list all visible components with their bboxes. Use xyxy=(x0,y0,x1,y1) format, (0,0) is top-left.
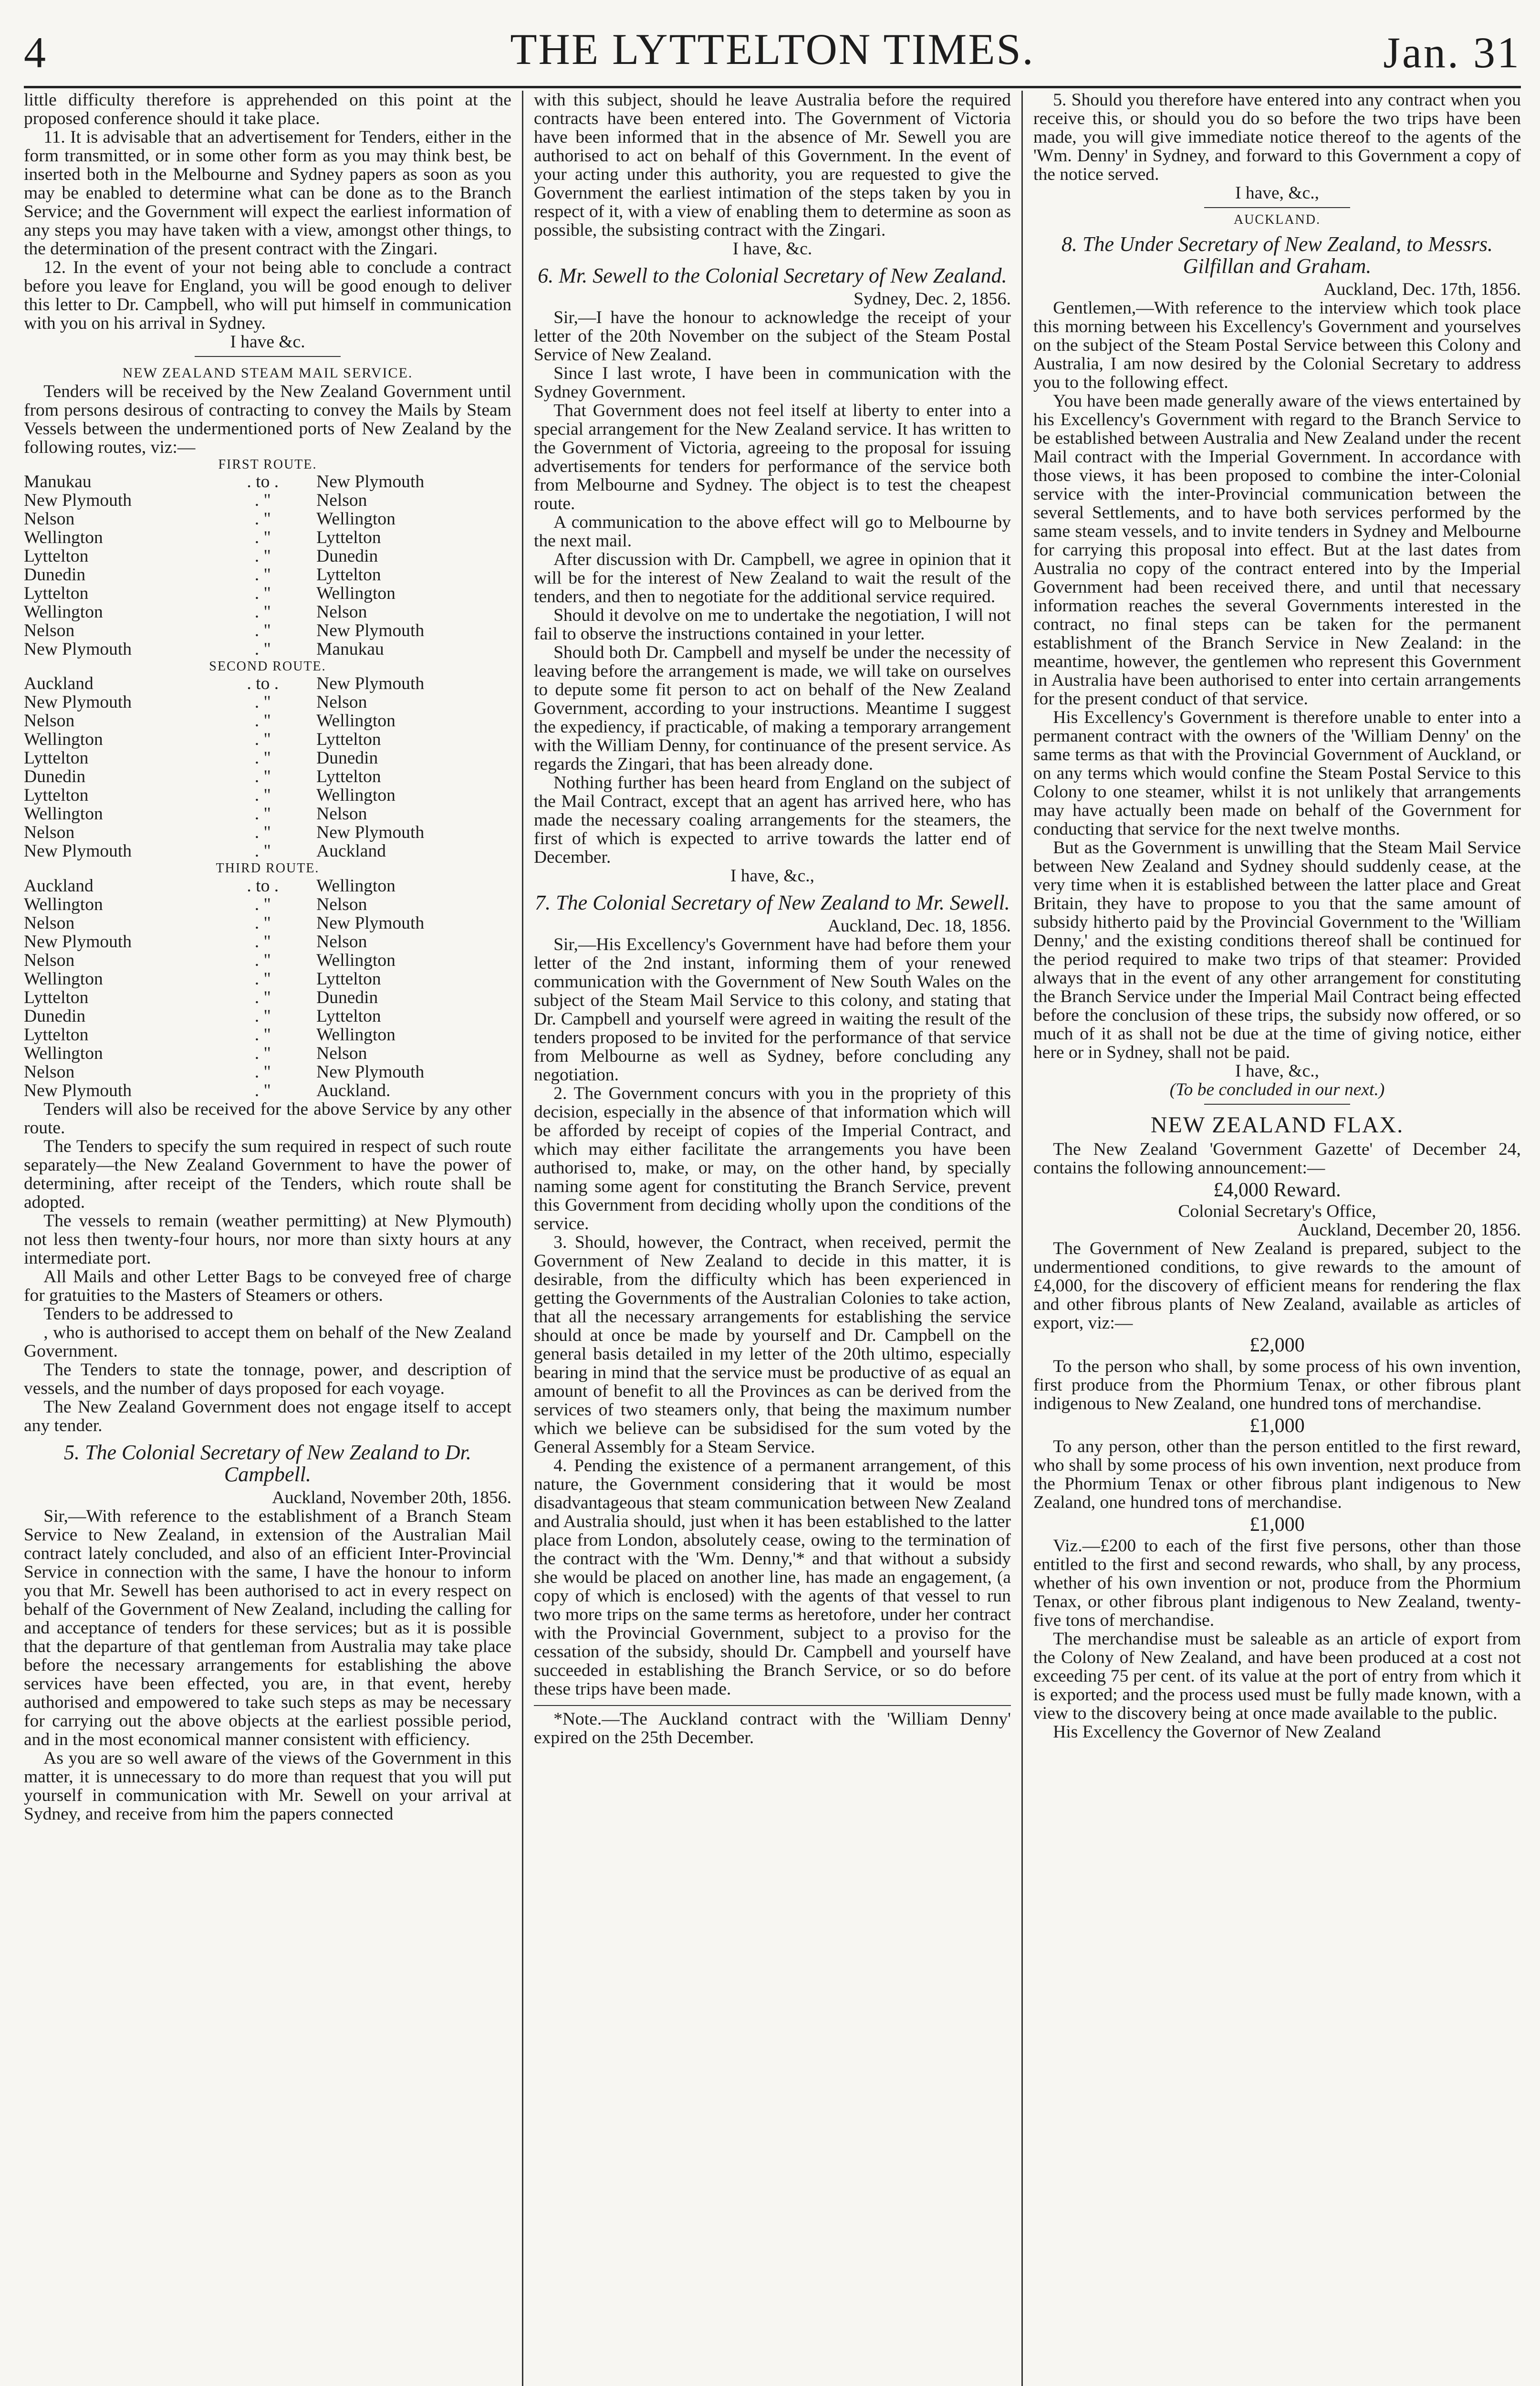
route-to: Auckland. xyxy=(316,1080,391,1100)
route-from: Auckland xyxy=(24,674,94,694)
route-to: Lyttelton xyxy=(316,528,381,548)
paragraph: The Government of New Zealand is prepared, subject to the undermentioned conditions, to give rewards to the amount of £4,000, for the discovery of efficient means for rendering the flax and other fibrous plants of New Zealand, available as articles of export, viz:— xyxy=(1033,1239,1521,1333)
route-from: Nelson xyxy=(24,950,75,970)
route-from: Lyttelton xyxy=(24,748,89,768)
route-row xyxy=(24,674,511,693)
columns xyxy=(24,91,1521,2386)
route-separator: . " xyxy=(254,913,271,933)
route-to: Wellington xyxy=(316,785,395,806)
paragraph: You have been made generally aware of the views entertained by his Excellency's Government with regard to the Branch Service to be established between Australia and New Zealand under the recent Mail contract with the Imperial Government. In accordance with those views, it has been proposed to combine the inter-Colonial service with the inter-Provincial communication between the several Settlements, and to have both services performed by the same steam vessels, and to invite tenders in Sydney and Melbourne for carrying this proposal into effect. But at the last dates from Australia no copy of the contract entered into by the Imperial Government had been received there, and until that necessary information reaches the several Governments interested in the contract, no final steps can be taken for the permanent establishment of the Branch Service in New Zealand: in the meantime, however, the gentlemen who represent this Government in Australia have been authorised to enter into certain arrangements for the present conduct of that service. xyxy=(1033,391,1521,709)
continued-note: (To be concluded in our next.) xyxy=(1169,1080,1385,1100)
paragraph: The vessels to remain (weather permitting) at New Plymouth) not less then twenty-four hours, nor more than sixty hours at any intermediate port. xyxy=(24,1211,511,1268)
route-to: New Plymouth xyxy=(316,674,425,694)
route-from: New Plymouth xyxy=(24,491,132,511)
route-row xyxy=(24,621,511,640)
route-row xyxy=(24,603,511,621)
route-from: Manukau xyxy=(24,472,92,492)
paragraph: Tenders will be received by the New Zealand Government until from persons desirous of contracting to convey the Mails by Steam Vessels between the undermentioned ports of New Zealand by the following routes, viz:— xyxy=(24,382,511,458)
dateline: Auckland, November 20th, 1856. xyxy=(271,1487,511,1507)
paragraph: with this subject, should he leave Australia before the required contracts have been entered into. The Government of Victoria have been informed that in the absence of Mr. Sewell you are authorised to act on behalf of this Government. In the event of your acting under this authority, you are requested to give the Government the earliest intimation of the steps taken by you in respect of it, with a view of enabling them to determine as soon as possible, the subsisting contract with the Zingari. xyxy=(533,91,1011,240)
route-separator: . " xyxy=(254,841,271,861)
signature: I have, &c., xyxy=(730,866,814,886)
route-separator: . " xyxy=(254,804,271,824)
route-row xyxy=(24,895,511,914)
dateline: Auckland, December 20, 1856. xyxy=(1297,1220,1521,1240)
route-from: Wellington xyxy=(24,528,103,548)
route-to: Lyttelton xyxy=(316,730,381,750)
route-from: Nelson xyxy=(24,1062,75,1082)
route-from: Dunedin xyxy=(24,565,86,585)
route-row xyxy=(24,786,511,805)
paragraph: The merchandise must be saleable as an article of export from the Colony of New Zealand, and have been produced at a cost not exceeding 75 per cent. of its value at the port of entry from which it is exported; and the process used must be fully made known, with a view to the discovery being at once made available to the public. xyxy=(1033,1629,1521,1724)
route-separator: . " xyxy=(254,528,271,548)
signature: I have, &c., xyxy=(1235,1061,1319,1081)
route-to: Nelson xyxy=(316,1043,367,1063)
route-from: New Plymouth xyxy=(24,1080,132,1100)
route-to: Lyttelton xyxy=(316,767,381,787)
office-line: Colonial Secretary's Office, xyxy=(1178,1202,1376,1222)
route-from: Dunedin xyxy=(24,767,86,787)
paragraph: That Government does not feel itself at liberty to enter into a special arrangement for the New Zealand service. It has written to the Government of Victoria, agreeing to the proposal for issuing advertisements for tenders for performance of the service both from Melbourne and Sydney. The object is to test the cheapest route. xyxy=(533,401,1011,514)
paragraph: The Tenders to state the tonnage, power, and description of vessels, and the number of days proposed for each voyage. xyxy=(24,1360,511,1398)
route-from: Wellington xyxy=(24,1043,103,1063)
dateline: Sydney, Dec. 2, 1856. xyxy=(853,289,1011,309)
section-title: 8. The Under Secretary of New Zealand, to Messrs. Gilfillan and Graham. xyxy=(1061,232,1493,278)
route-from: Nelson xyxy=(24,509,75,529)
route-from: Nelson xyxy=(24,621,75,641)
route-separator: . " xyxy=(254,1006,271,1026)
route-separator: . " xyxy=(254,565,271,585)
paragraph: A communication to the above effect will go to Melbourne by the next mail. xyxy=(533,513,1011,551)
route-to: Wellington xyxy=(316,1025,395,1045)
route-separator: . " xyxy=(254,1062,271,1082)
route-separator: . to . xyxy=(247,674,279,694)
section-title: 7. The Colonial Secretary of New Zealand to Mr. Sewell. xyxy=(535,891,1010,915)
paragraph: 11. It is advisable that an advertisement for Tenders, either in the form transmitted, or in some other form as you may think best, be inserted both in the Melbourne and Sydney papers as soon as you may be enabled to determine what can be done as to the Branch Service; and the Government will expect the earliest information of any steps you may have taken with a view, amongst other things, to the determination of the present contract with the Zingari. xyxy=(24,127,511,259)
place-heading: AUCKLAND. xyxy=(1233,212,1321,227)
route-to: Nelson xyxy=(316,894,367,914)
masthead xyxy=(24,19,1521,88)
issue-date: Jan. 31 xyxy=(1383,28,1521,77)
paragraph: To any person, other than the person entitled to the first reward, who shall by some process of his own invention, next produce from the Phormium Tenax or other fibrous plant indigenous to New Zealand, one hundred tons of merchandise. xyxy=(1033,1437,1521,1513)
route-to: Wellington xyxy=(316,876,395,896)
route-row xyxy=(24,932,511,951)
reward-amount: £2,000 xyxy=(1249,1334,1305,1357)
route-from: New Plymouth xyxy=(24,931,132,952)
paragraph: Since I last wrote, I have been in communication with the Sydney Government. xyxy=(533,364,1011,402)
route-to: New Plymouth xyxy=(316,823,425,843)
page-number: 4 xyxy=(24,28,46,77)
route-row xyxy=(24,823,511,842)
paragraph: Tenders will also be received for the above Service by any other route. xyxy=(24,1099,511,1138)
divider xyxy=(1204,207,1351,208)
column-2 xyxy=(523,91,1021,2386)
route-to: Nelson xyxy=(316,931,367,952)
signature: I have, &c. xyxy=(732,239,812,259)
paragraph: Nothing further has been heard from England on the subject of the Mail Contract, except that an agent has arrived here, who has made the necessary coaling arrangements for the steamers, the first of which is expected to arrive towards the latter end of December. xyxy=(533,773,1011,868)
footnote: *Note.—The Auckland contract with the 'William Denny' expired on the 25th December. xyxy=(534,1705,1011,1747)
route-separator: . " xyxy=(254,767,271,787)
reward-total: £4,000 Reward. xyxy=(1213,1179,1341,1202)
paragraph: 3. Should, however, the Contract, when received, permit the Government of New Zealand to decide in this matter, it is desirable, from the difficulty which has been experienced in getting the Governments of the Australian Colonies to take action, that all the necessary arrangements for establishing the service should at once be made by yourself and Dr. Campbell on the general basis detailed in my letter of the 20th ultimo, especially bearing in mind that the service must be productive of as equal an amount of benefit to all the Provinces as can be derived from the services of two steamers only, that being the maximum number which we believe can be subsidised for the sum voted by the General Assembly for a Steam Service. xyxy=(533,1233,1011,1457)
route-table-1 xyxy=(24,472,511,659)
route-separator: . " xyxy=(254,894,271,914)
paragraph: His Excellency the Governor of New Zealand xyxy=(1053,1722,1381,1742)
route-title: FIRST ROUTE. xyxy=(218,457,317,472)
paragraph: Gentlemen,—With reference to the interview which took place this morning between his Excellency's Government and yourselves on the subject of the Steam Postal Service between this Colony and Australia, I am now desired by the Colonial Secretary to address you to the following effect. xyxy=(1033,298,1521,393)
route-from: New Plymouth xyxy=(24,639,132,659)
route-row xyxy=(24,640,511,659)
route-from: Wellington xyxy=(24,730,103,750)
dateline: Auckland, Dec. 18, 1856. xyxy=(827,916,1011,936)
route-row xyxy=(24,988,511,1007)
route-row xyxy=(24,693,511,712)
paragraph: 4. Pending the existence of a permanent arrangement, of this nature, the Government considering that it would be most disadvantageous that steam communication between New Zealand and Australia should, just when it has been established to the latter place from London, absolutely cease, owing to the termination of the contract with the 'Wm. Denny,'* and that without a subsidy she would be placed on another line, has made an engagement, (a copy of which is enclosed) with the agents of that vessel to run two more trips on the same terms as heretofore, under her contract with the Provincial Government, subject to a proviso for the cessation of the subsidy, should Dr. Campbell and yourself have succeeded in establishing the Branch Service, or so do before these trips have been made. xyxy=(533,1456,1011,1699)
route-to: Manukau xyxy=(316,639,384,659)
route-from: New Plymouth xyxy=(24,841,132,861)
route-row xyxy=(24,951,511,970)
route-separator: . " xyxy=(254,730,271,750)
route-separator: . " xyxy=(254,969,271,989)
route-separator: . " xyxy=(254,639,271,659)
paragraph: Tenders to be addressed to xyxy=(43,1304,233,1324)
route-separator: . " xyxy=(254,823,271,843)
route-title: SECOND ROUTE. xyxy=(209,659,326,674)
column-1 xyxy=(24,91,522,2386)
route-row xyxy=(24,1081,511,1100)
route-row xyxy=(24,547,511,565)
paragraph: As you are so well aware of the views of the Government in this matter, it is unnecessary to do more than request that you will put yourself in communication with Mr. Sewell on your arrival at Sydney, and receive from him the papers connected xyxy=(24,1748,511,1824)
route-from: Lyttelton xyxy=(24,584,89,604)
route-separator: . " xyxy=(254,931,271,952)
route-row xyxy=(24,712,511,730)
route-title: THIRD ROUTE. xyxy=(216,861,320,876)
route-from: Lyttelton xyxy=(24,546,89,566)
route-to: New Plymouth xyxy=(316,1062,425,1082)
route-separator: . " xyxy=(254,584,271,604)
route-separator: . " xyxy=(254,621,271,641)
route-separator: . to . xyxy=(247,472,279,492)
route-to: Lyttelton xyxy=(316,565,381,585)
route-from: Lyttelton xyxy=(24,785,89,806)
route-to: Nelson xyxy=(316,804,367,824)
paragraph: , who is authorised to accept them on behalf of the New Zealand Government. xyxy=(24,1322,511,1361)
route-row xyxy=(24,749,511,767)
paragraph: Sir,—His Excellency's Government have had before them your letter of the 2nd instant, informing them of your renewed communication with the Government of New South Wales on the subject of the Steam Mail Service to this colony, and stating that Dr. Campbell and yourself were agreed in waiting the result of the tenders proposed to be invited for the performance of that service from Melbourne as well as Sydney, before concluding any negotiation. xyxy=(533,935,1011,1085)
paragraph: The New Zealand Government does not engage itself to accept any tender. xyxy=(24,1397,511,1435)
paragraph: 12. In the event of your not being able to conclude a contract before you leave for England, you will be good enough to deliver this letter to Dr. Campbell, who will put himself in communication with you on his arrival in Sydney. xyxy=(24,258,511,333)
route-row xyxy=(24,970,511,988)
route-row xyxy=(24,472,511,491)
paragraph: To the person who shall, by some process of his own invention, first produce from the Phormium Tenax, or other fibrous plant indigenous to New Zealand, one hundred tons of merchandise. xyxy=(1033,1356,1521,1413)
route-row xyxy=(24,914,511,932)
route-row xyxy=(24,565,511,584)
route-table-3 xyxy=(24,877,511,1100)
route-to: Wellington xyxy=(316,584,395,604)
route-to: Dunedin xyxy=(316,987,378,1007)
route-from: New Plymouth xyxy=(24,692,132,712)
flax-heading: NEW ZEALAND FLAX. xyxy=(1150,1112,1404,1138)
paragraph: Sir,—I have the honour to acknowledge the receipt of your letter of the 20th November on the subject of the Steam Postal Service of New Zealand. xyxy=(533,308,1011,365)
route-separator: . " xyxy=(254,785,271,806)
route-to: Auckland xyxy=(316,841,386,861)
route-row xyxy=(24,1026,511,1044)
route-to: Nelson xyxy=(316,602,367,622)
route-separator: . " xyxy=(254,692,271,712)
route-from: Wellington xyxy=(24,969,103,989)
signature: I have &c. xyxy=(230,332,305,352)
route-from: Nelson xyxy=(24,913,75,933)
route-from: Lyttelton xyxy=(24,1025,89,1045)
paragraph: But as the Government is unwilling that the Steam Mail Service between New Zealand and Sydney should suddenly cease, at the very time when it is established between the latter place and Great Britain, they have to propose to you that the same amount of subsidy hitherto paid by the Provincial Government to the 'William Denny,' and the existing conditions thereof shall be continued for the period required to make two trips of that steamer: Provided always that in the event of any other arrangement for constituting the Branch Service under the Imperial Mail Contract being effected before the conclusion of these trips, the subsidy now offered, or so much of it as shall not be due at the time of giving notice, either here or in Sydney, shall not be paid. xyxy=(1033,838,1521,1063)
route-from: Nelson xyxy=(24,711,75,731)
route-row xyxy=(24,1063,511,1081)
route-separator: . " xyxy=(254,1043,271,1063)
route-to: Wellington xyxy=(316,711,395,731)
route-to: Dunedin xyxy=(316,546,378,566)
route-to: New Plymouth xyxy=(316,621,425,641)
route-row xyxy=(24,730,511,749)
route-separator: . " xyxy=(254,602,271,622)
section-heading: NEW ZEALAND STEAM MAIL SERVICE. xyxy=(122,365,413,381)
route-to: Lyttelton xyxy=(316,1006,381,1026)
route-from: Nelson xyxy=(24,823,75,843)
paragraph: little difficulty therefore is apprehended on this point at the proposed conference should it take place. xyxy=(24,91,511,128)
route-to: Wellington xyxy=(316,950,395,970)
signature: I have, &c., xyxy=(1235,183,1319,203)
route-row xyxy=(24,510,511,528)
route-row xyxy=(24,842,511,860)
paragraph: His Excellency's Government is therefore unable to enter into a permanent contract with the owners of the 'William Denny' on the same terms as that with the Provincial Government of Auckland, or on any terms which would confine the Steam Postal Service to this Colony to one steamer, whilst it is not unlikely that arrangements may have actually been made on behalf of the Government for conducting that service for the next twelve months. xyxy=(1033,708,1521,839)
newspaper-title: THE LYTTELTON TIMES. xyxy=(510,25,1035,73)
route-separator: . " xyxy=(254,987,271,1007)
route-from: Lyttelton xyxy=(24,987,89,1007)
column-3 xyxy=(1023,91,1521,2386)
route-table-2 xyxy=(24,674,511,860)
route-separator: . " xyxy=(254,491,271,511)
reward-amount: £1,000 xyxy=(1249,1414,1305,1437)
paragraph: The Tenders to specify the sum required in respect of such route separately—the New Zealand Government to have the power of determining, after receipt of the Tenders, which route shall be adopted. xyxy=(24,1136,511,1212)
divider xyxy=(195,356,341,357)
route-separator: . " xyxy=(254,1025,271,1045)
paragraph: All Mails and other Letter Bags to be conveyed free of charge for gratuities to the Masters of Steamers or others. xyxy=(24,1266,511,1305)
dateline: Auckland, Dec. 17th, 1856. xyxy=(1323,280,1521,300)
route-row xyxy=(24,584,511,603)
route-row xyxy=(24,1007,511,1026)
paragraph: 2. The Government concurs with you in the propriety of this decision, especially in the absence of that information which will be afforded by receipt of copies of the Imperial Contract, and which may either facilitate the arrangements you have been authorised to, make, or may, on the other hand, by specially naming some agent for constituting the Branch Service, prevent this Government from deciding wholly upon the conditions of the service. xyxy=(533,1084,1011,1234)
route-from: Dunedin xyxy=(24,1006,86,1026)
paragraph: After discussion with Dr. Campbell, we agree in opinion that it will be for the interest of New Zealand to wait the result of the tenders, and then to negotiate for the additional service required. xyxy=(533,550,1011,607)
route-to: Nelson xyxy=(316,491,367,511)
route-row xyxy=(24,877,511,895)
route-row xyxy=(24,491,511,510)
route-separator: . " xyxy=(254,509,271,529)
route-from: Wellington xyxy=(24,894,103,914)
route-to: New Plymouth xyxy=(316,472,425,492)
route-to: Dunedin xyxy=(316,748,378,768)
route-from: Wellington xyxy=(24,602,103,622)
route-separator: . to . xyxy=(247,876,279,896)
paragraph: Should both Dr. Campbell and myself be under the necessity of leaving before the arrangement is made, we will take on ourselves to depute some fit person to act on behalf of the New Zealand Government, according to your instructions. Meantime I suggest the expediency, if practicable, of making a temporary arrangement with the William Denny, for continuance of the present service. As regards the Zingari, that has been already done. xyxy=(533,643,1011,774)
paragraph: 5. Should you therefore have entered into any contract when you receive this, or should you do so before the two trips have been made, you will give immediate notice thereof to the agents of the 'Wm. Denny' in Sydney, and forward to this Government a copy of the notice served. xyxy=(1033,91,1521,184)
route-separator: . " xyxy=(254,711,271,731)
route-separator: . " xyxy=(254,950,271,970)
section-title: 6. Mr. Sewell to the Colonial Secretary of New Zealand. xyxy=(538,264,1007,287)
route-row xyxy=(24,528,511,547)
route-row xyxy=(24,805,511,823)
route-to: Wellington xyxy=(316,509,395,529)
paragraph: Viz.—£200 to each of the first five persons, other than those entitled to the first and second rewards, who shall, by any process, whether of his own invention or not, produce from the Phormium Tenax, or other fibrous plant indigenous to New Zealand, twenty-five tons of merchandise. xyxy=(1033,1536,1521,1631)
route-row xyxy=(24,1044,511,1063)
paragraph: Should it devolve on me to undertake the negotiation, I will not fail to observe the instructions contained in your letter. xyxy=(533,606,1011,644)
route-to: Nelson xyxy=(316,692,367,712)
paragraph: The New Zealand 'Government Gazette' of December 24, contains the following announcement:— xyxy=(1033,1140,1521,1178)
paragraph: Sir,—With reference to the establishment of a Branch Steam Service to New Zealand, in extension of the Australian Mail contract lately concluded, and also of an efficient Inter-Provincial Service in connection with the same, I have the honour to inform you that Mr. Sewell has been authorised to act in every respect on behalf of the Government of New Zealand, including the calling for and acceptance of tenders for these services; but as it is possible that the departure of that gentleman from Australia may take place before the necessary arrangements for establishing the above services have been effected, you are, in that event, hereby authorised and empowered to take such steps as may be necessary for carrying out the above objects at the earliest possible period, and in the most economical manner consistent with efficiency. xyxy=(24,1506,511,1749)
route-from: Auckland xyxy=(24,876,94,896)
reward-amount: £1,000 xyxy=(1249,1514,1305,1536)
route-separator: . " xyxy=(254,748,271,768)
divider xyxy=(1204,1104,1351,1105)
section-title: 5. The Colonial Secretary of New Zealand to Dr. Campbell. xyxy=(64,1440,471,1486)
route-row xyxy=(24,767,511,786)
route-separator: . " xyxy=(254,546,271,566)
route-from: Wellington xyxy=(24,804,103,824)
route-to: New Plymouth xyxy=(316,913,425,933)
route-separator: . " xyxy=(254,1080,271,1100)
route-to: Lyttelton xyxy=(316,969,381,989)
